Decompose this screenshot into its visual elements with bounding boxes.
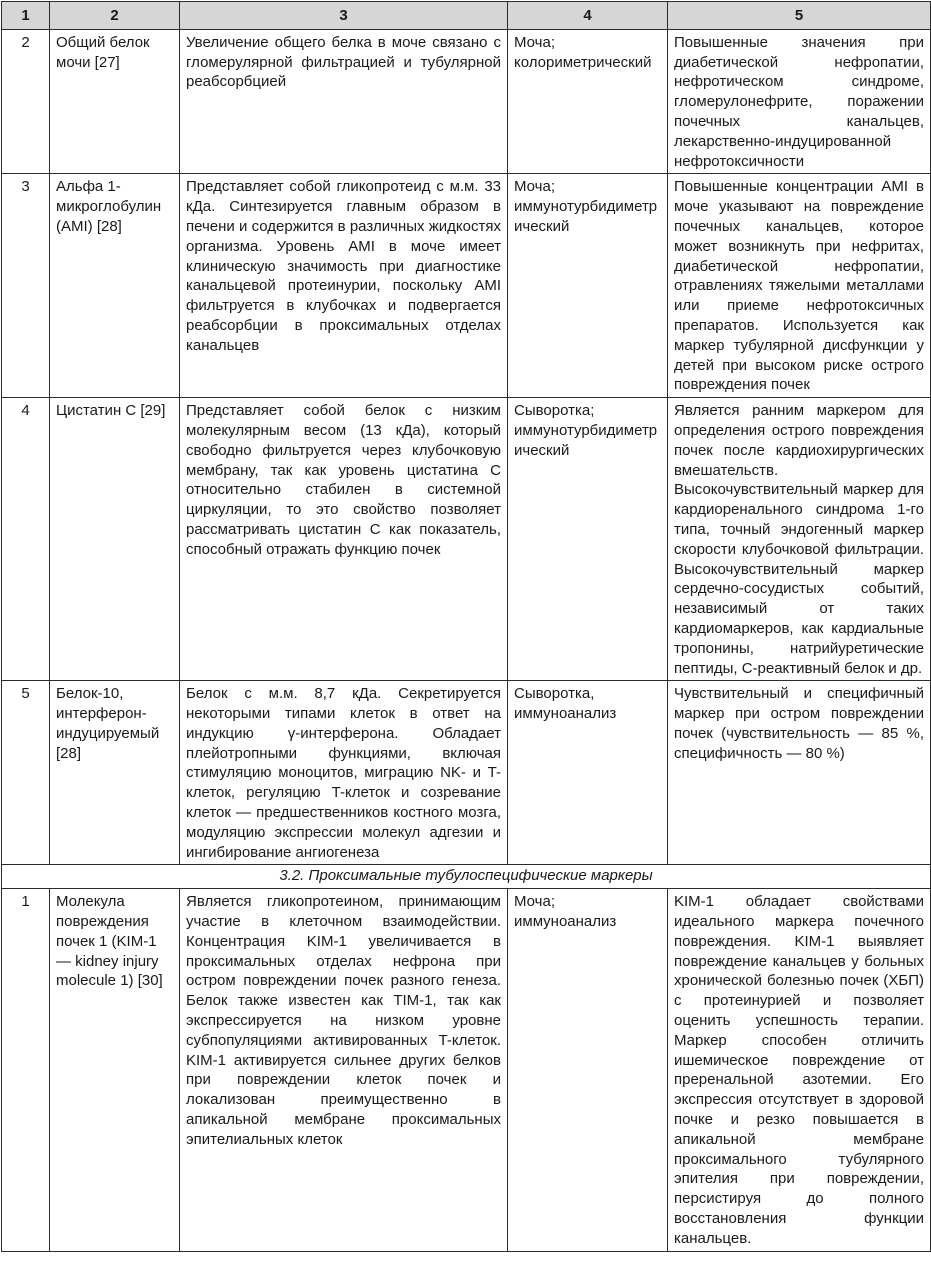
marker-description: Белок с м.м. 8,7 кДа. Секретируется некоторыми типами клеток в ответ на индукцию γ-интерферона. Обладает плейотропными функциями, включая стимуляцию моноцитов, миграцию NK- и T-клеток, регуляцию T-клеток и созревание клеток — предшественников костного мозга, модуляцию экспрессии молекул адгезии и ингибирование ангиогенеза: [180, 681, 508, 865]
marker-name: Молекула повреждения почек 1 (KIM-1 — kidney injury molecule 1) [30]: [50, 889, 180, 1251]
sample-method: Сыворотка; иммунотурбидиметрический: [508, 398, 668, 681]
section-row: [2, 865, 931, 889]
clinical-significance: Является ранним маркером для определения острого повреждения почек после кардиохирургических вмешательств. Высокочувствительный маркер для кардиоренального синдрома 1-го типа, точный эндогенный маркер скорости клубочковой фильтрации. Высокочувствительный маркер сердечно-сосудистых событий, независимый от таких кардиомаркеров, как кардиальные тропонины, натрийуретические пептиды, С-реактивный белок и др.: [668, 398, 931, 681]
section-title: 3.2. Проксимальные тубулоспецифические маркеры: [2, 865, 931, 889]
table-row: [2, 398, 931, 681]
marker-name: Цистатин С [29]: [50, 398, 180, 681]
marker-name: Белок-10, интерферон-индуцируемый [28]: [50, 681, 180, 865]
clinical-significance: KIM-1 обладает свойствами идеального маркера почечного повреждения. KIM-1 выявляет повреждение канальцев у больных хронической болезнью почек (ХБП) с протеинурией и позволяет оценить успешность терапии. Маркер способен отличить ишемическое повреждение от преренальной азотемии. Его экспрессия отсутствует в здоровой почке и резко повышается в апикальной мембране проксимального тубулярного эпителия при повреждении, персистируя до полного восстановления функции канальцев.: [668, 889, 931, 1251]
marker-name: Общий белок мочи [27]: [50, 29, 180, 174]
clinical-significance: Чувствительный и специфичный маркер при остром повреждении почек (чувствительность — 85 %, специфичность — 80 %): [668, 681, 931, 865]
row-number: 5: [2, 681, 50, 865]
clinical-significance: Повышенные значения при диабетической нефропатии, нефротическом синдроме, гломерулонефрите, поражении почечных канальцев, лекарственно-индуцированной нефротоксичности: [668, 29, 931, 174]
sample-method: Моча; иммунотурбидиметрический: [508, 174, 668, 398]
sample-method: Моча; иммуноанализ: [508, 889, 668, 1251]
marker-description: Представляет собой белок с низким молекулярным весом (13 кДа), который свободно фильтруется через клубочковую мембрану, так как уровень цистатина С относительно стабилен в системной циркуляции, то это свойство позволяет рассматривать цистатин С как показатель, способный отражать функцию почек: [180, 398, 508, 681]
marker-description: Увеличение общего белка в моче связано с гломерулярной фильтрацией и тубулярной реабсорбцией: [180, 29, 508, 174]
table-row: [2, 29, 931, 174]
marker-description: Является гликопротеином, принимающим участие в клеточном взаимодействии. Концентрация KIM-1 увеличивается в проксимальных отделах нефрона при остром повреждении почек разного генеза. Белок также известен как TIM-1, так как экспрессируется на низком уровне субпопуляциями активированных T-клеток. KIM-1 активируется сильнее других белков при повреждении клеток почек и локализован преимущественно в апикальной мембране проксимальных эпителиальных клеток: [180, 889, 508, 1251]
sample-method: Моча; колориметрический: [508, 29, 668, 174]
table-row: [2, 681, 931, 865]
header-row: [2, 2, 931, 30]
row-number: 1: [2, 889, 50, 1251]
marker-description: Представляет собой гликопротеид с м.м. 33 кДа. Синтезируется главным образом в печени и содержится в различных жидкостях организма. Уровень AMI в моче имеет клиническую значимость при диагностике канальцевой протеинурии, поскольку AMI фильтруется в клубочках и подвергается реабсорбции в проксимальных отделах канальцев: [180, 174, 508, 398]
row-number: 4: [2, 398, 50, 681]
row-number: 2: [2, 29, 50, 174]
header-col-4: 4: [508, 2, 668, 30]
table-row: [2, 889, 931, 1251]
header-col-3: 3: [180, 2, 508, 30]
header-col-5: 5: [668, 2, 931, 30]
row-number: 3: [2, 174, 50, 398]
table-row: [2, 174, 931, 398]
header-col-1: 1: [2, 2, 50, 30]
sample-method: Сыворотка, иммуноанализ: [508, 681, 668, 865]
clinical-significance: Повышенные концентрации AMI в моче указывают на повреждение почечных канальцев, которое может возникнуть при нефритах, диабетической нефропатии, отравлениях тяжелыми металлами или приеме нефротоксичных препаратов. Используется как маркер тубулярной дисфункции у детей при высоком риске острого повреждения почек: [668, 174, 931, 398]
marker-name: Альфа 1-микроглобулин (AMI) [28]: [50, 174, 180, 398]
header-col-2: 2: [50, 2, 180, 30]
biomarker-table: [1, 1, 931, 1252]
